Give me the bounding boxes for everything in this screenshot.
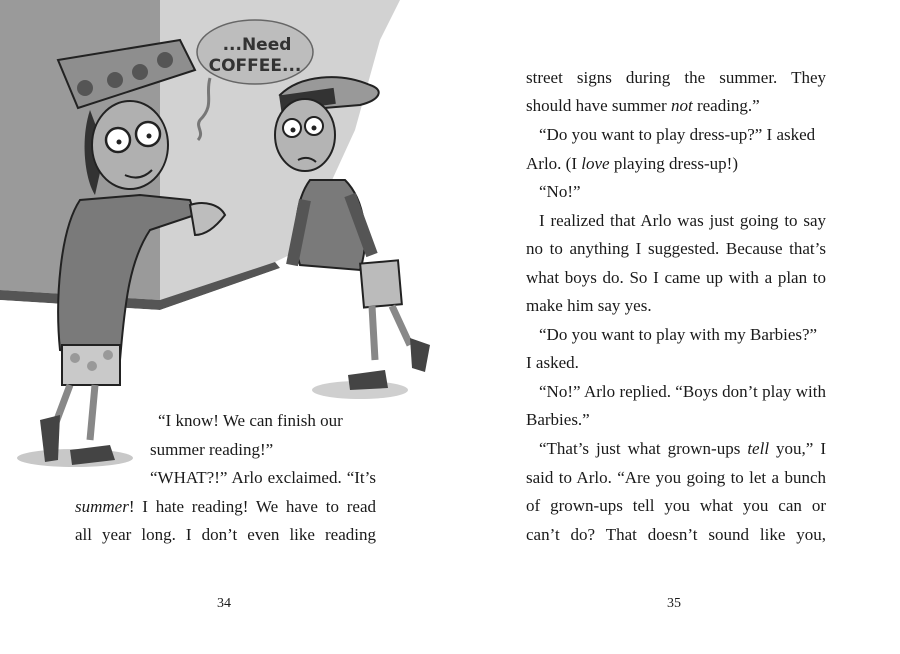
right-line-15: said to Arlo. “Are you going to let a bunch xyxy=(526,468,826,487)
left-line-4-rest: ! I hate reading! We have to read xyxy=(128,497,376,516)
left-line-5: all year long. I don’t even like reading xyxy=(75,525,376,544)
left-line-1: “I know! We can finish our xyxy=(158,411,343,430)
emphasis-tell: tell xyxy=(747,439,770,458)
left-line-3: “WHAT?!” Arlo exclaimed. “It’s xyxy=(150,468,376,487)
right-line-8: what boys do. So I came up with a plan to xyxy=(526,268,826,287)
right-line-17: can’t do? That doesn’t sound like you, xyxy=(526,525,826,544)
right-line-10: “Do you want to play with my Barbies?” xyxy=(539,325,818,344)
left-line-4 xyxy=(75,497,376,517)
right-line-14a: “That’s just what grown-ups xyxy=(539,439,748,458)
right-line-3: “Do you want to play dress-up?” I asked xyxy=(539,125,816,144)
right-line-16: of grown-ups tell you what you can or xyxy=(526,496,826,515)
right-line-4a: Arlo. (I xyxy=(526,154,582,173)
right-line-2b: reading.” xyxy=(692,96,760,115)
page-number-right: 35 xyxy=(667,596,681,611)
right-line-12: “No!” Arlo replied. “Boys don’t play with xyxy=(539,382,826,401)
right-line-14b: you,” I xyxy=(769,439,826,458)
right-line-2a: should have summer xyxy=(526,96,671,115)
left-line-2: summer reading!” xyxy=(150,440,274,459)
right-line-6: I realized that Arlo was just going to say xyxy=(539,211,826,230)
right-line-11: I asked. xyxy=(526,353,579,372)
right-line-5: “No!” xyxy=(539,182,581,201)
right-line-7: no to anything I suggested. Because that’s xyxy=(526,239,826,258)
right-line-4 xyxy=(526,154,738,174)
right-line-4b: playing dress-up!) xyxy=(609,154,738,173)
emphasis-summer: summer xyxy=(75,497,129,516)
right-line-14 xyxy=(539,439,826,459)
bubble-line2: COFFEE... xyxy=(208,56,302,76)
right-line-1: street signs during the summer. They xyxy=(526,68,826,87)
right-page xyxy=(450,0,900,654)
illustration xyxy=(0,0,450,480)
emphasis-love: love xyxy=(581,154,610,173)
right-line-9: make him say yes. xyxy=(526,296,652,315)
page-number-left: 34 xyxy=(217,596,231,611)
right-line-2 xyxy=(526,96,760,116)
emphasis-not: not xyxy=(670,96,693,115)
bubble-line1: ...Need xyxy=(222,35,292,55)
right-line-13: Barbies.” xyxy=(526,410,590,429)
